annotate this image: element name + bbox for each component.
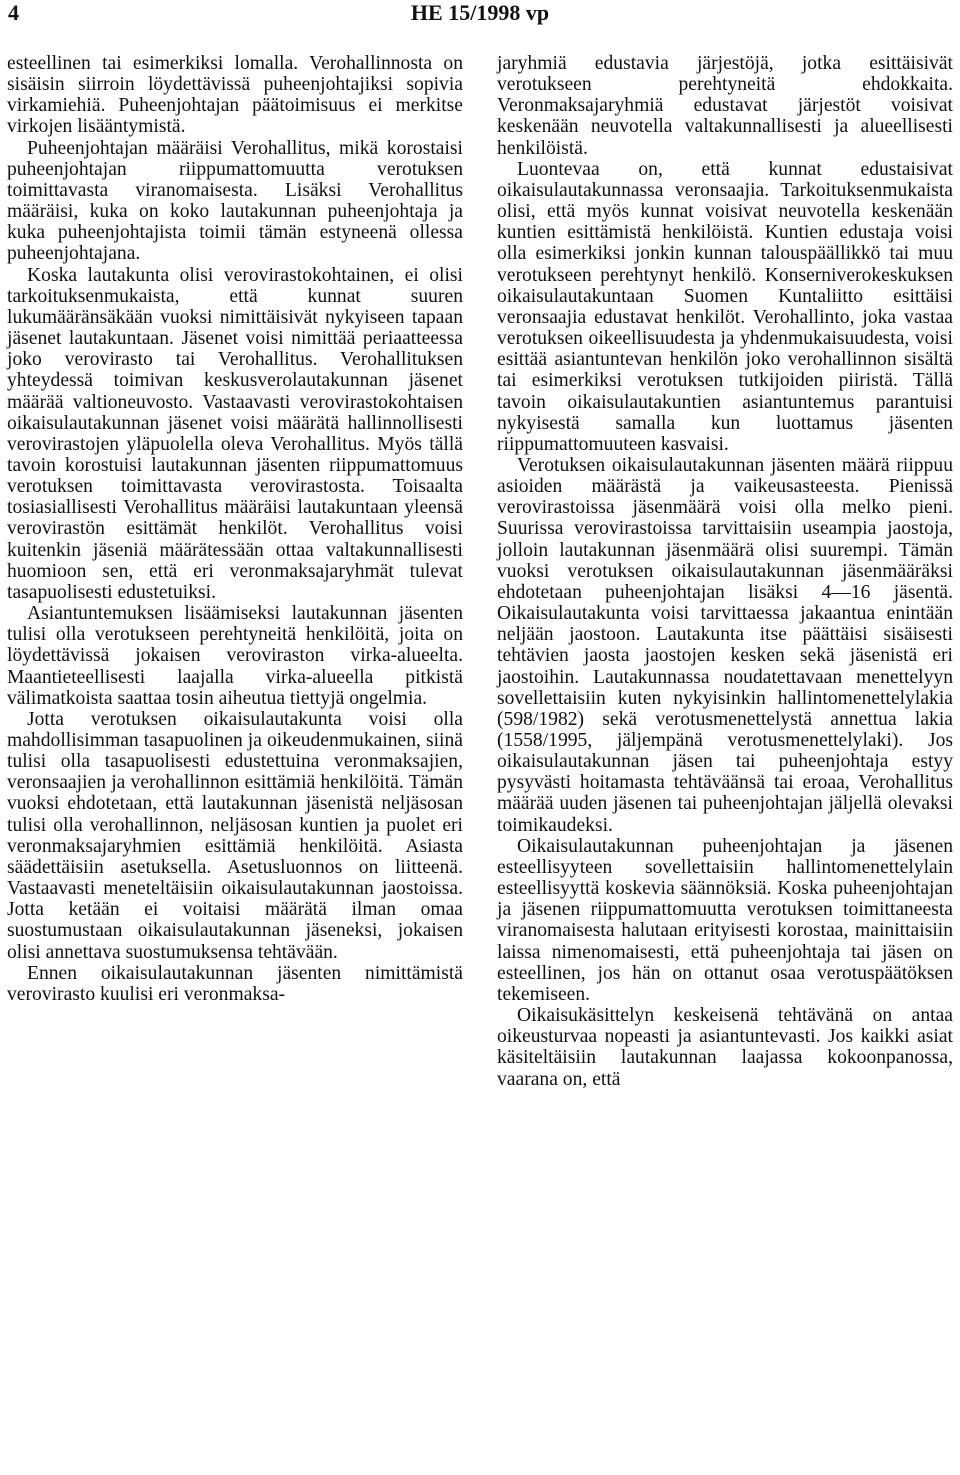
paragraph: Jotta verotuksen oikaisulautakunta voisi olla mahdollisimman tasapuolinen ja oikeudenmukainen, siinä tulisi olla tasapuolisesti edustettuina veronmaksajien, veronsaajien ja verohallinnon esittämiä henkilöitä. Tämän vuoksi ehdotetaan, että lautakunnan jäsenistä neljäsosan tulisi olla verohallinnon, neljäsosan kuntien ja puolet eri veronmaksajaryhmien esittämiä henkilöitä. Asiasta säädettäisiin asetuksella. Asetusluonnos on liitteenä. Vastaavasti meneteltäisiin oikaisulautakunnan jaostoissa. Jotta ketään ei voitaisi määrätä ilman omaa suostumustaan oikaisulautakunnan jäseneksi, jokaisen olisi annettava suostumuksensa tehtävään.: [7, 708, 463, 963]
paragraph: esteellinen tai esimerkiksi lomalla. Verohallinnosta on sisäisin siirroin löydettävissä puheenjohtajiksi sopivia virkamiehiä. Puheenjohtajan päätoimisuus ei merkitse virkojen lisääntymistä.: [7, 53, 463, 138]
paragraph: Asiantuntemuksen lisäämiseksi lautakunnan jäsenten tulisi olla verotukseen perehtyneitä henkilöitä, joita on löydettävissä jokaisen veroviraston virka-alueelta. Maantieteellisesti laajalla virka-alueella pitkistä välimatkoista saattaa tosin aiheutua tiettyjä ongelmia.: [7, 603, 463, 709]
page-number: 4: [8, 0, 19, 25]
paragraph: Oikaisulautakunnan puheenjohtajan ja jäsenen esteellisyyteen sovellettaisiin hallintomenettelylain esteellisyyttä koskevia säännöksiä. Koska puheenjohtajan ja jäsenen riippumattomuutta verotuksen toimittaneesta viranomaisesta halutaan erityisesti korostaa, mainittaisiin laissa nimenomaisesti, että puheenjohtaja tai jäsen on esteellinen, jos hän on ottanut osaa verotuspäätöksen tekemiseen.: [497, 835, 953, 1005]
paragraph: Verotuksen oikaisulautakunnan jäsenten määrä riippuu asioiden määrästä ja vaikeusasteesta. Pienissä verovirastoissa jäsenmäärä voisi olla melko pieni. Suurissa verovirastoissa tarvittaisiin useampia jaostoja, jolloin lautakunnan jäsenmäärä olisi suurempi. Tämän vuoksi verotuksen oikaisulautakunnan jäsenmääräksi ehdotetaan puheenjohtajan lisäksi 4—16 jäsentä. Oikaisulautakunta voisi tarvittaessa jakaantua enintään neljään jaostoon. Lautakunta itse päättäisi sisäisesti tehtävien jaosta jaostojen kesken sekä jäsenistä eri jaostoihin. Lautakunnassa noudatettavaan menettelyyn sovellettaisiin kuten nykyisinkin hallintomenettelylakia (598/1982) sekä verotusmenettelystä annettua lakia (1558/1995, jäljempänä verotusmenettelylaki). Jos oikaisulautakunnan jäsen tai puheenjohtaja estyy pysyvästi hoitamasta tehtäväänsä tai eroaa, Verohallitus määrää uuden jäsenen tai puheenjohtajan jäljellä olevaksi toimikaudeksi.: [497, 454, 953, 836]
paragraph: jaryhmiä edustavia järjestöjä, jotka esittäisivät verotukseen perehtyneitä ehdokkaita. Veronmaksajaryhmiä edustavat järjestöt voisivat keskenään neuvotella valtakunnallisesti ja alueellisesti henkilöistä.: [497, 53, 953, 159]
page-header: [0, 0, 960, 30]
paragraph: Oikaisukäsittelyn keskeisenä tehtävänä on antaa oikeusturvaa nopeasti ja asiantuntevasti. Jos kaikki asiat käsiteltäisiin lautakunnan laajassa kokoonpanossa, vaarana on, että: [497, 1005, 953, 1090]
paragraph: Puheenjohtajan määräisi Verohallitus, mikä korostaisi puheenjohtajan riippumattomuutta verotuksen toimittavasta viranomaisesta. Lisäksi Verohallitus määräisi, kuka on koko lautakunnan puheenjohtaja ja kuka puheenjohtajista toimii tämän estyneenä ollessa puheenjohtajana.: [7, 137, 463, 265]
document-id: HE 15/1998 vp: [410, 0, 550, 25]
right-text-column: [497, 53, 953, 1090]
paragraph: Koska lautakunta olisi verovirastokohtainen, ei olisi tarkoituksenmukaista, että kunnat suuren lukumääränsäkään vuoksi nimittäisivät nykyiseen tapaan jäsenet lautakuntaan. Jäsenet voisi nimittää periaatteessa joko verovirasto tai Verohallitus. Verohallituksen yhteydessä toimivan keskusverolautakunnan jäsenet määrää valtioneuvosto. Vastaavasti verovirastokohtaisen oikaisulautakunnan jäsenet voisi määrätä hallinnollisesti verovirastojen yläpuolella oleva Verohallitus. Myös tällä tavoin korostuisi lautakunnan jäsenten riippumattomuus verotuksen toimittavasta verovirastosta. Toisaalta tosiasiallisesti Verohallitus määräisi lautakuntaan yleensä verovirastön esittämät henkilöt. Verohallitus voisi kuitenkin jäseniä määrätessään ottaa valtakunnallisesti huomioon sen, että eri veronmaksajaryhmät tulevat tasapuolisesti edustetuiksi.: [7, 264, 463, 603]
paragraph: Luontevaa on, että kunnat edustaisivat oikaisulautakunnassa veronsaajia. Tarkoituksenmukaista olisi, että myös kunnat voisivat neuvotella keskenään kuntien esittämistä henkilöistä. Kuntien edustaja voisi olla esimerkiksi jonkin kunnan talouspäällikkö tai muu verotukseen perehtynyt henkilö. Konserniverokeskuksen oikaisulautakuntaan Suomen Kuntaliitto esittäisi veronsaajia edustavat henkilöt. Verohallinto, joka vastaa verotuksen oikeellisuudesta ja yhdenmukaisuudesta, voisi esittää asiantuntevan henkilön joko verohallinnon sisältä tai esimerkiksi verotuksen tutkijoiden piiristä. Tällä tavoin oikaisulautakuntien asiantuntemus parantuisi nykyisestä samalla kun luottamus jäsenten riippumattomuuteen kasvaisi.: [497, 158, 953, 455]
paragraph: Ennen oikaisulautakunnan jäsenten nimittämistä verovirasto kuulisi eri veronmaksa-: [7, 962, 463, 1005]
left-text-column: [7, 53, 463, 1005]
